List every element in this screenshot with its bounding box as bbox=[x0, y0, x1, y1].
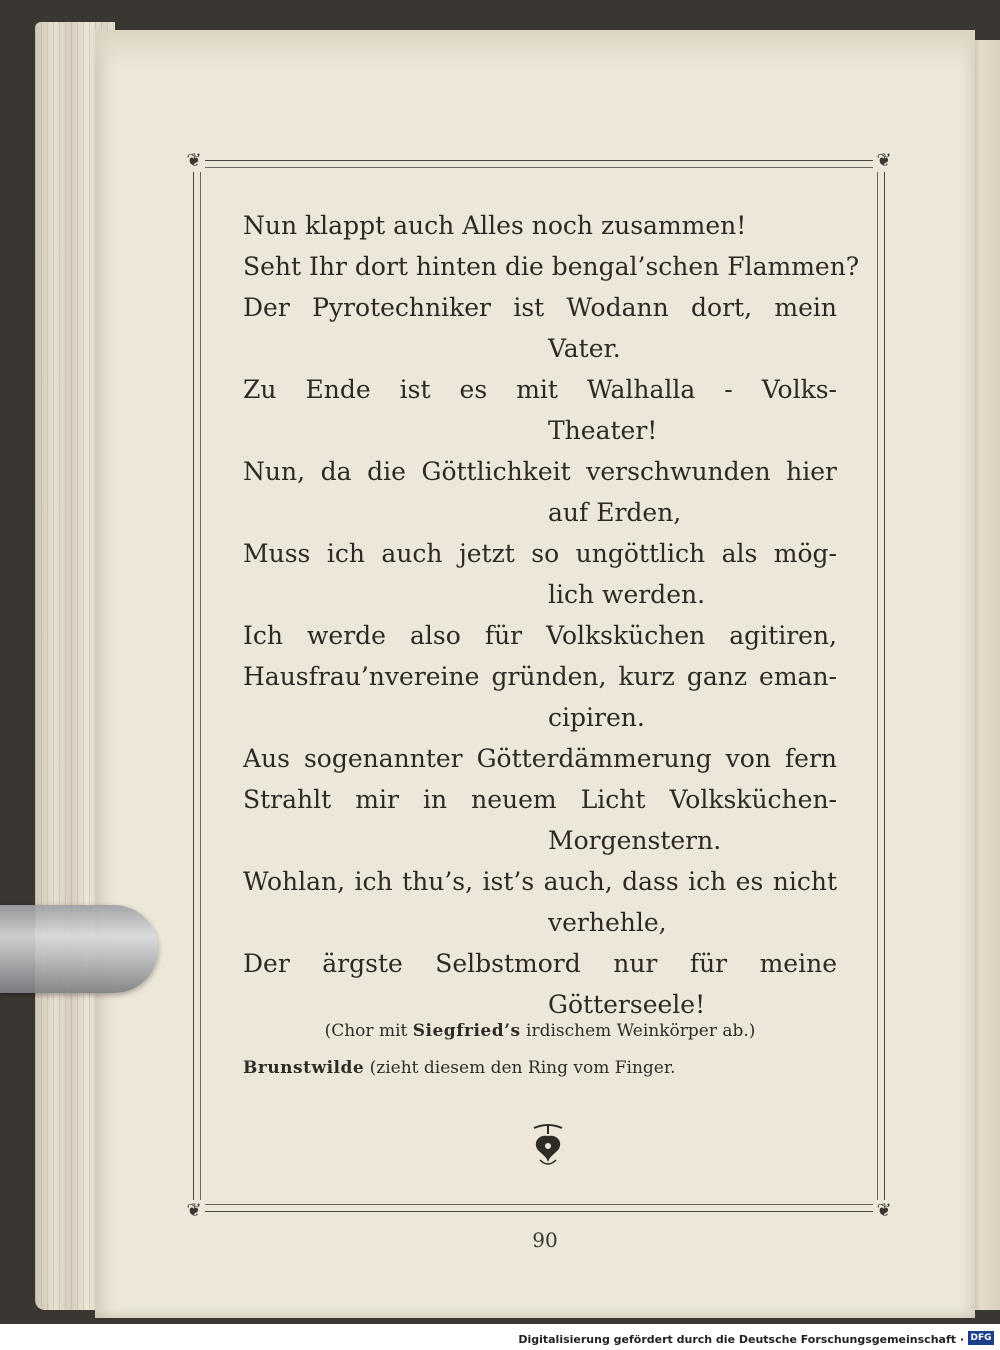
verse-line: Muss ich auch jetzt so ungöttlich als mög- bbox=[243, 539, 837, 568]
verse-line: Vater. bbox=[548, 334, 621, 363]
page-clip bbox=[0, 905, 158, 993]
verse-line: auf Erden, bbox=[548, 498, 682, 527]
verse-line: Strahlt mir in neuem Licht Volksküchen- bbox=[243, 785, 837, 814]
verse-line: Der ärgste Selbstmord nur für meine bbox=[243, 949, 837, 978]
verse-line: Aus sogenannter Götterdämmerung von fern bbox=[243, 744, 837, 773]
floral-vignette-icon bbox=[526, 1120, 570, 1170]
verse-line: Nun, da die Göttlichkeit verschwunden hier bbox=[243, 457, 837, 486]
verse-line: Theater! bbox=[548, 416, 658, 445]
page-number: 90 bbox=[532, 1228, 558, 1252]
fleuron-corner-icon: ❦ bbox=[183, 150, 205, 172]
stage-direction-action bbox=[243, 1055, 837, 1081]
verse-line: cipiren. bbox=[548, 703, 645, 732]
verse-line: Seht Ihr dort hinten die bengal’schen Flammen? bbox=[243, 252, 860, 281]
fleuron-corner-icon: ❦ bbox=[183, 1200, 205, 1222]
fleuron-corner-icon: ❦ bbox=[873, 1200, 895, 1222]
dfg-logo: DFG bbox=[968, 1331, 994, 1345]
verse-line: Nun klappt auch Alles noch zusammen! bbox=[243, 211, 747, 240]
verse-text bbox=[243, 205, 860, 1025]
character-name: Siegfried’s bbox=[412, 1021, 521, 1041]
verse-line: Ich werde also für Volksküchen agitiren, bbox=[243, 621, 837, 650]
verse-line: verhehle, bbox=[548, 908, 667, 937]
verse-line: Götterseele! bbox=[548, 990, 706, 1019]
verse-line: lich werden. bbox=[548, 580, 706, 609]
stage-direction-text: irdischem Weinkörper ab.) bbox=[520, 1021, 756, 1041]
verse-line: Der Pyrotechniker ist Wodann dort, mein bbox=[243, 293, 837, 322]
verse-line: Morgenstern. bbox=[548, 826, 722, 855]
verse-line: Zu Ende ist es mit Walhalla - Volks- bbox=[243, 375, 837, 404]
character-name: Brunstwilde bbox=[243, 1058, 365, 1078]
stage-direction-text: (Chor mit bbox=[324, 1021, 413, 1041]
fleuron-corner-icon: ❦ bbox=[873, 150, 895, 172]
stage-direction-exit bbox=[243, 1018, 837, 1044]
stage-direction-text: (zieht diesem den Ring vom Finger. bbox=[364, 1058, 676, 1078]
verse-line: Hausfrau’nvereine gründen, kurz ganz eman- bbox=[243, 662, 837, 691]
funding-notice: Digitalisierung gefördert durch die Deutsche Forschungsgemeinschaft · bbox=[518, 1333, 964, 1346]
verse-line: Wohlan, ich thu’s, ist’s auch, dass ich es nicht bbox=[243, 867, 837, 896]
